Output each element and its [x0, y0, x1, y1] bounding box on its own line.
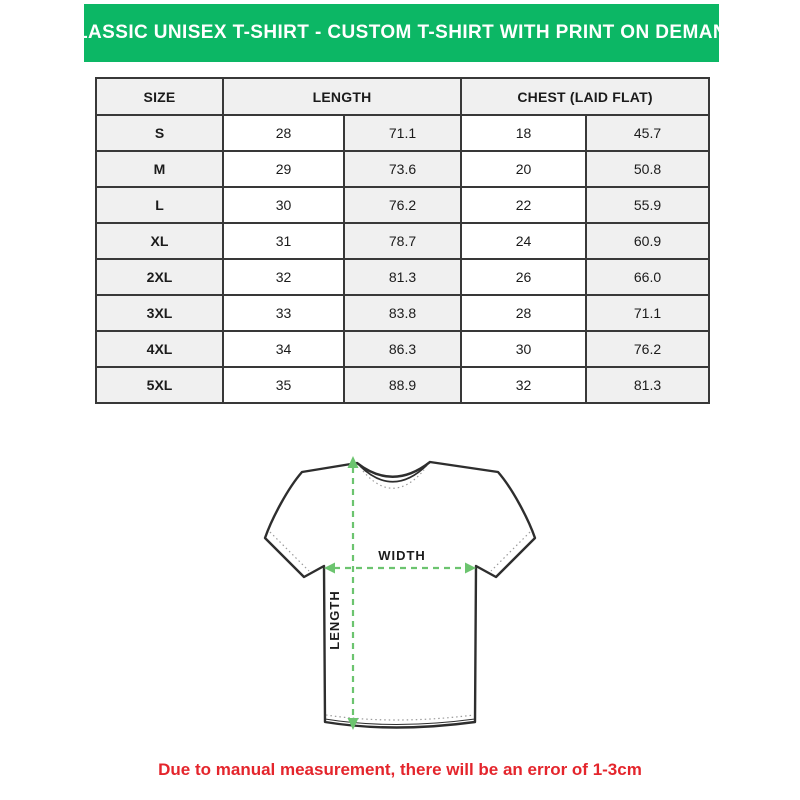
- table-row: [96, 367, 709, 403]
- header-size: SIZE: [96, 78, 223, 115]
- table-row: [96, 187, 709, 223]
- chest-in-cell: 22: [461, 187, 586, 223]
- length-cm-cell: 76.2: [344, 187, 461, 223]
- size-cell: M: [96, 151, 223, 187]
- chest-cm-cell: 66.0: [586, 259, 709, 295]
- header-chest: CHEST (LAID FLAT): [461, 78, 709, 115]
- length-in-cell: 28: [223, 115, 344, 151]
- size-cell: XL: [96, 223, 223, 259]
- chest-in-cell: 18: [461, 115, 586, 151]
- header-length: LENGTH: [223, 78, 461, 115]
- length-cm-cell: 78.7: [344, 223, 461, 259]
- chest-in-cell: 26: [461, 259, 586, 295]
- chest-in-cell: 28: [461, 295, 586, 331]
- size-cell: 4XL: [96, 331, 223, 367]
- chest-cm-cell: 50.8: [586, 151, 709, 187]
- length-cm-cell: 86.3: [344, 331, 461, 367]
- measurement-disclaimer: Due to manual measurement, there will be an error of 1-3cm: [158, 760, 642, 779]
- chest-cm-cell: 76.2: [586, 331, 709, 367]
- product-title: CLASSIC UNISEX T-SHIRT - CUSTOM T-SHIRT WITH PRINT ON DEMAND: [61, 22, 742, 43]
- table-row: [96, 259, 709, 295]
- tshirt-diagram-svg: [240, 430, 560, 760]
- chest-cm-cell: 55.9: [586, 187, 709, 223]
- table-row: [96, 331, 709, 367]
- table-row: [96, 295, 709, 331]
- size-cell: 3XL: [96, 295, 223, 331]
- tshirt-outline: [265, 462, 535, 728]
- length-in-cell: 31: [223, 223, 344, 259]
- length-in-cell: 34: [223, 331, 344, 367]
- chest-cm-cell: 71.1: [586, 295, 709, 331]
- length-cm-cell: 81.3: [344, 259, 461, 295]
- size-cell: S: [96, 115, 223, 151]
- chest-cm-cell: 45.7: [586, 115, 709, 151]
- length-in-cell: 30: [223, 187, 344, 223]
- size-cell: 5XL: [96, 367, 223, 403]
- chest-in-cell: 24: [461, 223, 586, 259]
- length-in-cell: 29: [223, 151, 344, 187]
- table-header-row: [96, 78, 709, 115]
- chest-in-cell: 20: [461, 151, 586, 187]
- chest-cm-cell: 81.3: [586, 367, 709, 403]
- tshirt-measurement-diagram: [240, 430, 560, 760]
- length-in-cell: 33: [223, 295, 344, 331]
- length-cm-cell: 83.8: [344, 295, 461, 331]
- length-in-cell: 35: [223, 367, 344, 403]
- product-title-banner: [61, 4, 742, 62]
- chest-in-cell: 32: [461, 367, 586, 403]
- size-cell: 2XL: [96, 259, 223, 295]
- size-table: [95, 77, 710, 404]
- length-in-cell: 32: [223, 259, 344, 295]
- length-cm-cell: 88.9: [344, 367, 461, 403]
- table-row: [96, 223, 709, 259]
- table-row: [96, 115, 709, 151]
- width-label: WIDTH: [378, 548, 426, 563]
- chest-cm-cell: 60.9: [586, 223, 709, 259]
- size-chart: [95, 77, 710, 404]
- table-row: [96, 151, 709, 187]
- length-cm-cell: 73.6: [344, 151, 461, 187]
- chest-in-cell: 30: [461, 331, 586, 367]
- size-cell: L: [96, 187, 223, 223]
- length-cm-cell: 71.1: [344, 115, 461, 151]
- length-label: LENGTH: [327, 590, 342, 650]
